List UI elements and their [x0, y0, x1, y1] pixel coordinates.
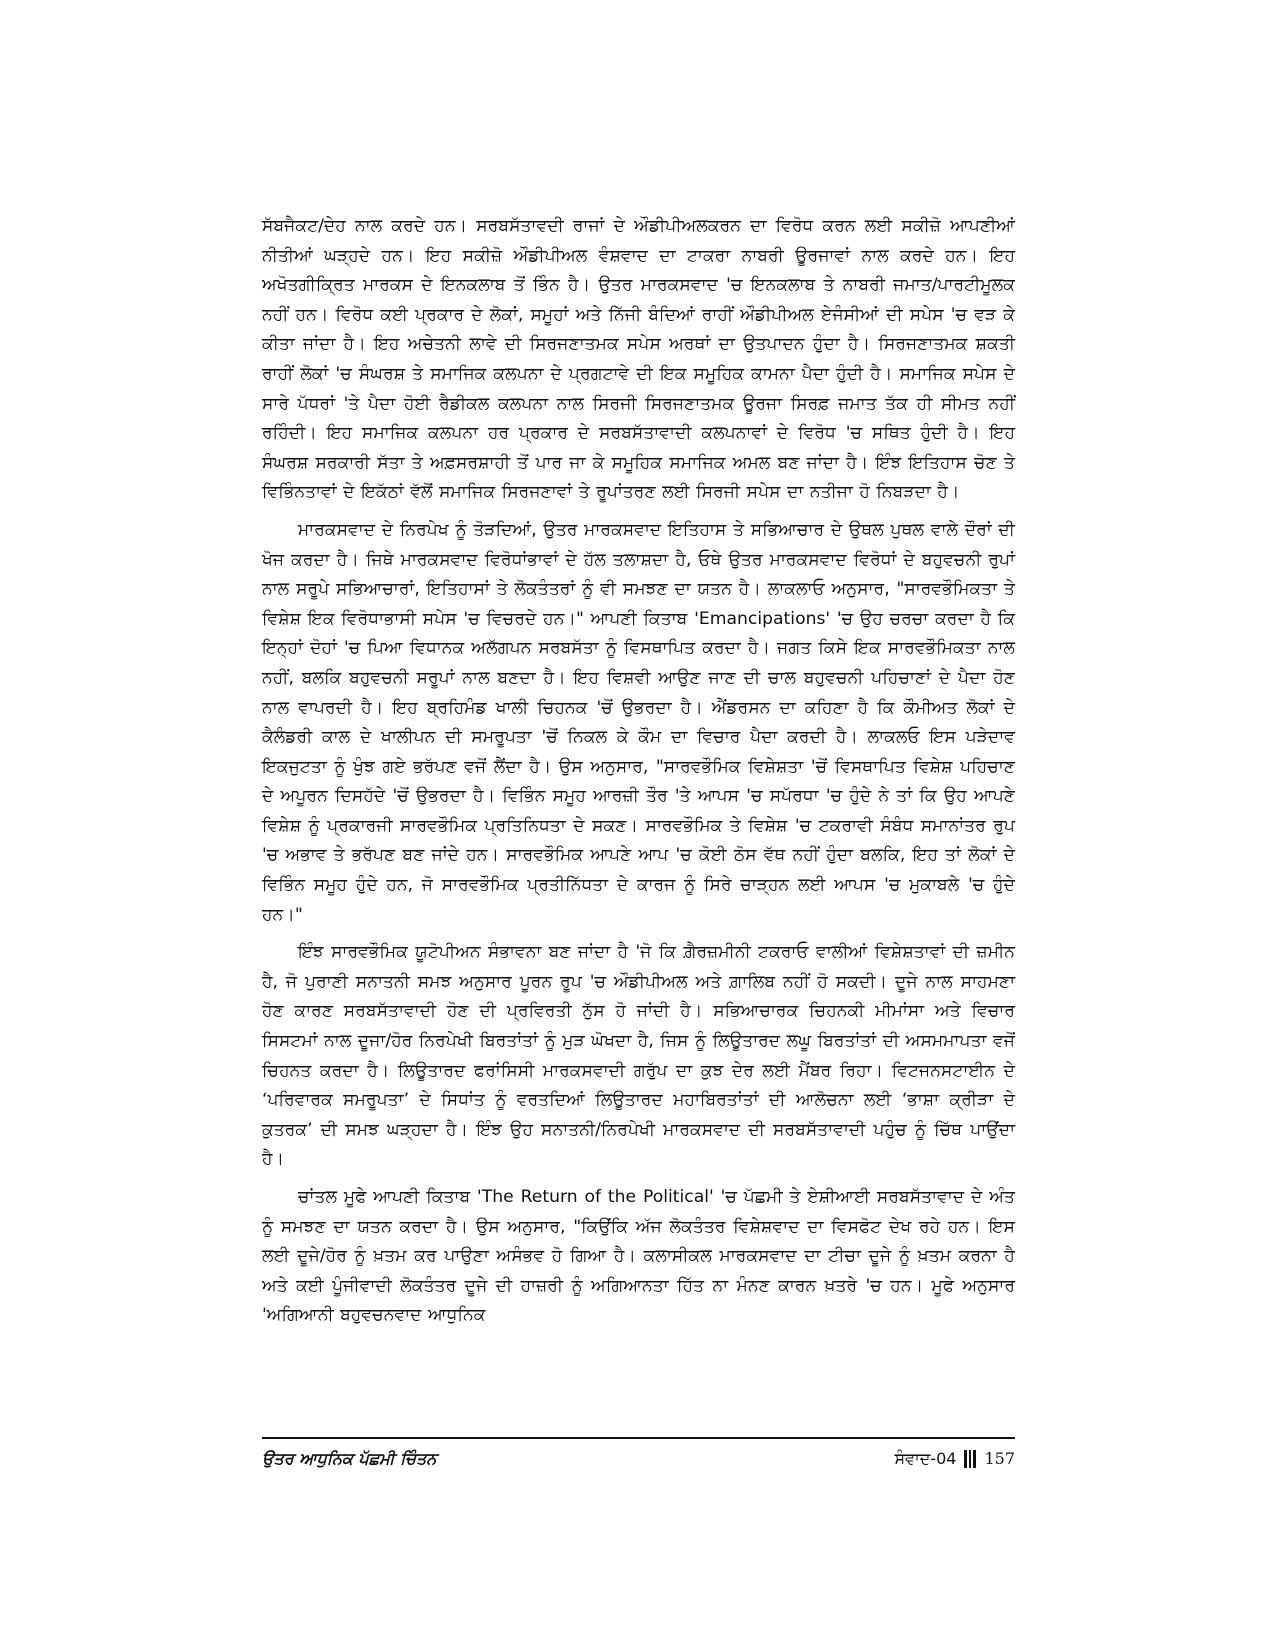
journal-issue: ਸੰਵਾਦ-04: [894, 1449, 957, 1468]
page-footer: [262, 1446, 1015, 1476]
paragraph-2: ਮਾਰਕਸਵਾਦ ਦੇ ਨਿਰਪੇਖ ਨੂੰ ਤੋੜਦਿਆਂ, ਉਤਰ ਮਾਰਕਸਵਾਦ ਇਤਿਹਾਸ ਤੇ ਸਭਿਆਚਾਰ ਦੇ ਉਥਲ ਪੁਥਲ ਵਾਲੇ ਦੌਰਾਂ ਦੀ ਖੋਜ ਕਰਦਾ ਹੈ। ਜਿਥੇ ਮਾਰਕਸਵਾਦ ਵਿਰੋਧਾਂਭਾਵਾਂ ਦੇ ਹੱਲ ਤਲਾਸ਼ਦਾ ਹੈ, ਓਥੇ ਉਤਰ ਮਾਰਕਸਵਾਦ ਵਿਰੋਧਾਂ ਦੇ ਬਹੁਵਚਨੀ ਰੁਪਾਂ ਨਾਲ ਸਰੂਪੇ ਸਭਿਆਚਾਰਾਂ, ਇਤਿਹਾਸਾਂ ਤੇ ਲੋਕਤੰਤਰਾਂ ਨੂੰ ਵੀ ਸਮਝਣ ਦਾ ਯਤਨ ਹੈ। ਲਾਕਲਾਓ ਅਨੁਸਾਰ, "ਸਾਰਵਭੌਮਿਕਤਾ ਤੇ ਵਿਸ਼ੇਸ਼ ਇਕ ਵਿਰੋਧਾਭਾਸੀ ਸਪੇਸ 'ਚ ਵਿਚਰਦੇ ਹਨ।" ਆਪਣੀ ਕਿਤਾਬ 'Emancipations' 'ਚ ਉਹ ਚਰਚਾ ਕਰਦਾ ਹੈ ਕਿ ਇਨ੍ਹਾਂ ਦੋਹਾਂ 'ਚ ਪਿਆ ਵਿਧਾਨਕ ਅਲੱਗਪਨ ਸਰਬਸੱਤਾ ਨੂੰ ਵਿਸਥਾਪਿਤ ਕਰਦਾ ਹੈ। ਜਗਤ ਕਿਸੇ ਇਕ ਸਾਰਵਭੌਮਿਕਤਾ ਨਾਲ ਨਹੀਂ, ਬਲਕਿ ਬਹੁਵਚਨੀ ਸਰੂਪਾਂ ਨਾਲ ਬਣਦਾ ਹੈ। ਇਹ ਵਿਸ਼ਵੀ ਆਉਣ ਜਾਣ ਦੀ ਚਾਲ ਬਹੁਵਚਨੀ ਪਹਿਚਾਣਾਂ ਦੇ ਪੈਦਾ ਹੋਣ ਨਾਲ ਵਾਪਰਦੀ ਹੈ। ਇਹ ਬ੍ਰਹਿਮੰਡ ਖਾਲੀ ਚਿਹਨਕ 'ਚੋਂ ਉਭਰਦਾ ਹੈ। ਐਂਡਰਸਨ ਦਾ ਕਹਿਣਾ ਹੈ ਕਿ ਕੌਮੀਅਤ ਲੋਕਾਂ ਦੇ ਕੈਲੰਡਰੀ ਕਾਲ ਦੇ ਖਾਲੀਪਨ ਦੀ ਸਮਰੂਪਤਾ 'ਚੋਂ ਨਿਕਲ ਕੇ ਕੌਮ ਦਾ ਵਿਚਾਰ ਪੈਦਾ ਕਰਦੀ ਹੈ। ਲਾਕਲਓ ਇਸ ਪੜੇਦਾਵ ਇਕਜੁਟਤਾ ਨੂੰ ਖੁੰਝ ਗਏ ਭਰੱਪਣ ਵਜੋਂ ਲੈਂਦਾ ਹੈ। ਉਸ ਅਨੁਸਾਰ, "ਸਾਰਵਭੌਮਿਕ ਵਿਸ਼ੇਸ਼ਤਾ 'ਚੋਂ ਵਿਸਥਾਪਿਤ ਵਿਸ਼ੇਸ਼ ਪਹਿਚਾਣ ਦੇ ਅਪੂਰਨ ਦਿਸਹੱਦੇ 'ਚੋਂ ਉਭਰਦਾ ਹੈ। ਵਿਭਿੰਨ ਸਮੂਹ ਆਰਜ਼ੀ ਤੌਰ 'ਤੇ ਆਪਸ 'ਚ ਸਪੱਰਧਾ 'ਚ ਹੁੰਦੇ ਨੇ ਤਾਂ ਕਿ ਉਹ ਆਪਣੇ ਵਿਸ਼ੇਸ਼ ਨੂੰ ਪ੍ਰਕਾਰਜੀ ਸਾਰਵਭੌਮਿਕ ਪ੍ਰਤਿਨਿਧਤਾ ਦੇ ਸਕਣ। ਸਾਰਵਭੌਮਿਕ ਤੇ ਵਿਸ਼ੇਸ਼ 'ਚ ਟਕਰਾਵੀ ਸੰਬੰਧ ਸਮਾਨਾਂਤਰ ਰੁਪ 'ਚ ਅਭਾਵ ਤੇ ਭਰੱਪਣ ਬਣ ਜਾਂਦੇ ਹਨ। ਸਾਰਵਭੌਮਿਕ ਆਪਣੇ ਆਪ 'ਚ ਕੋਈ ਠੋਸ ਵੱਥ ਨਹੀਂ ਹੁੰਦਾ ਬਲਕਿ, ਇਹ ਤਾਂ ਲੋਕਾਂ ਦੇ ਵਿਭਿੰਨ ਸਮੂਹ ਹੁੰਦੇ ਹਨ, ਜੋ ਸਾਰਵਭੌਮਿਕ ਪ੍ਰਤੀਨਿੱਧਤਾ ਦੇ ਕਾਰਜ ਨੂੰ ਸਿਰੇ ਚਾੜ੍ਹਨ ਲਈ ਆਪਸ 'ਚ ਮੁਕਾਬਲੇ 'ਚ ਹੁੰਦੇ ਹਨ।": [262, 519, 1015, 925]
paragraph-1: ਸੱਬਜੈਕਟ/ਦੇਹ ਨਾਲ ਕਰਦੇ ਹਨ। ਸਰਬਸੱਤਾਵਦੀ ਰਾਜਾਂ ਦੇ ਔਡੀਪੀਅਲਕਰਨ ਦਾ ਵਿਰੋਧ ਕਰਨ ਲਈ ਸਕੀਜ਼ੋ ਆਪਣੀਆਂ ਨੀਤੀਆਂ ਘੜ੍ਹਦੇ ਹਨ। ਇਹ ਸਕੀਜ਼ੋ ਔਡੀਪੀਅਲ ਵੰਸ਼ਵਾਦ ਦਾ ਟਾਕਰਾ ਨਾਬਰੀ ਊਰਜਾਵਾਂ ਨਾਲ ਕਰਦੇ ਹਨ। ਇਹ ਅਖੋਤਗੀਕ੍ਰਿਤ ਮਾਰਕਸ ਦੇ ਇਨਕਲਾਬ ਤੋਂ ਭਿੰਨ ਹੈ। ਉਤਰ ਮਾਰਕਸਵਾਦ 'ਚ ਇਨਕਲਾਬ ਤੇ ਨਾਬਰੀ ਜਮਾਤ/ਪਾਰਟੀਮੂਲਕ ਨਹੀਂ ਹਨ। ਵਿਰੋਧ ਕਈ ਪ੍ਰਕਾਰ ਦੇ ਲੋਕਾਂ, ਸਮੂਹਾਂ ਅਤੇ ਨਿੱਜੀ ਬੰਦਿਆਂ ਰਾਹੀਂ ਔਡੀਪੀਅਲ ਏਜੰਸੀਆਂ ਦੀ ਸਪੇਸ 'ਚ ਵੜ ਕੇ ਕੀਤਾ ਜਾਂਦਾ ਹੈ। ਇਹ ਅਚੇਤਨੀ ਲਾਵੇ ਦੀ ਸਿਰਜਣਾਤਮਕ ਸਪੇਸ ਅਰਥਾਂ ਦਾ ਉਤਪਾਦਨ ਹੁੰਦਾ ਹੈ। ਸਿਰਜਣਾਤਮਕ ਸ਼ਕਤੀ ਰਾਹੀਂ ਲੋਕਾਂ 'ਚ ਸੰਘਰਸ਼ ਤੇ ਸਮਾਜਿਕ ਕਲਪਨਾ ਦੇ ਪ੍ਰਗਟਾਵੇ ਦੀ ਇਕ ਸਮੂਹਿਕ ਕਾਮਨਾ ਪੈਦਾ ਹੁੰਦੀ ਹੈ। ਸਮਾਜਿਕ ਸਪੇਸ ਦੇ ਸਾਰੇ ਪੱਧਰਾਂ 'ਤੇ ਪੈਦਾ ਹੋਈ ਰੈਡੀਕਲ ਕਲਪਨਾ ਨਾਲ ਸਿਰਜੀ ਸਿਰਜਣਾਤਮਕ ਊਰਜਾ ਸਿਰਫ਼ ਜਮਾਤ ਤੱਕ ਹੀ ਸੀਮਤ ਨਹੀਂ ਰਹਿੰਦੀ। ਇਹ ਸਮਾਜਿਕ ਕਲਪਨਾ ਹਰ ਪ੍ਰਕਾਰ ਦੇ ਸਰਬਸੱਤਾਵਾਦੀ ਕਲਪਨਾਵਾਂ ਦੇ ਵਿਰੋਧ 'ਚ ਸਥਿਤ ਹੁੰਦੀ ਹੈ। ਇਹ ਸੰਘਰਸ਼ ਸਰਕਾਰੀ ਸੱਤਾ ਤੇ ਅਫ਼ਸਰਸ਼ਾਹੀ ਤੋਂ ਪਾਰ ਜਾ ਕੇ ਸਮੂਹਿਕ ਸਮਾਜਿਕ ਅਮਲ ਬਣ ਜਾਂਦਾ ਹੈ। ਇੰਝ ਇਤਿਹਾਸ ਚੋਣ ਤੇ ਵਿਭਿੰਨਤਾਵਾਂ ਦੇ ਇਕੱਠਾਂ ਵੱਲੋਂ ਸਮਾਜਿਕ ਸਿਰਜਣਾਵਾਂ ਤੇ ਰੂਪਾਂਤਰਣ ਲਈ ਸਿਰਜੀ ਸਪੇਸ ਦਾ ਨਤੀਜਾ ਹੋ ਨਿਬੜਦਾ ਹੈ।: [262, 216, 1015, 503]
footer-right-group: [894, 1446, 1015, 1472]
running-title: ਉਤਰ ਆਧੁਨਿਕ ਪੱਛਮੀ ਚਿੰਤਨ: [262, 1449, 437, 1468]
page-body: [262, 212, 1015, 1612]
footer-divider: [262, 1437, 1015, 1439]
paragraph-4: ਚਾਂਤਲ ਮੂਫੇ ਆਪਣੀ ਕਿਤਾਬ 'The Return of the Political' 'ਚ ਪੱਛਮੀ ਤੇ ਏਸ਼ੀਆਈ ਸਰਬਸੱਤਾਵਾਦ ਦੇ ਅੰਤ ਨੂੰ ਸਮਝਣ ਦਾ ਯਤਨ ਕਰਦਾ ਹੈ। ਉਸ ਅਨੁਸਾਰ, "ਕਿਉਂਕਿ ਅੱਜ ਲੋਕਤੰਤਰ ਵਿਸ਼ੇਸ਼ਵਾਦ ਦਾ ਵਿਸਫੋਟ ਦੇਖ ਰਹੇ ਹਨ। ਇਸ ਲਈ ਦੂਜੇ/ਹੋਰ ਨੂੰ ਖ਼ਤਮ ਕਰ ਪਾਉਣਾ ਅਸੰਭਵ ਹੋ ਗਿਆ ਹੈ। ਕਲਾਸੀਕਲ ਮਾਰਕਸਵਾਦ ਦਾ ਟੀਚਾ ਦੂਜੇ ਨੂੰ ਖ਼ਤਮ ਕਰਨਾ ਹੈ ਅਤੇ ਕਈ ਪੂੰਜੀਵਾਦੀ ਲੋਕਤੰਤਰ ਦੂਜੇ ਦੀ ਹਾਜ਼ਰੀ ਨੂੰ ਅਗਿਆਨਤਾ ਹਿੱਤ ਨਾ ਮੰਨਣ ਕਾਰਨ ਖ਼ਤਰੇ 'ਚ ਹਨ। ਮੂਫੇ ਅਨੁਸਾਰ 'ਅਗਿਆਨੀ ਬਹੁਵਚਨਵਾਦ ਆਧੁਨਿਕ: [262, 1187, 1015, 1326]
paragraph-3: ਇੰਝ ਸਾਰਵਭੌਮਿਕ ਯੂਟੋਪੀਅਨ ਸੰਭਾਵਨਾ ਬਣ ਜਾਂਦਾ ਹੈ 'ਜੋ ਕਿ ਗ਼ੈਰਜ਼ਮੀਨੀ ਟਕਰਾਓ ਵਾਲੀਆਂ ਵਿਸ਼ੇਸ਼ਤਾਵਾਂ ਦੀ ਜ਼ਮੀਨ ਹੈ, ਜੋ ਪੁਰਾਣੀ ਸਨਾਤਨੀ ਸਮਝ ਅਨੁਸਾਰ ਪੂਰਨ ਰੂਪ 'ਚ ਔਡੀਪੀਅਲ ਅਤੇ ਗ਼ਾਲਿਬ ਨਹੀਂ ਹੋ ਸਕਦੀ। ਦੂਜੇ ਨਾਲ ਸਾਹਮਣਾ ਹੋਣ ਕਾਰਣ ਸਰਬਸੱਤਾਵਾਦੀ ਹੋਣ ਦੀ ਪ੍ਰਵਿਰਤੀ ਨੁੱਸ ਹੋ ਜਾਂਦੀ ਹੈ। ਸਭਿਆਚਾਰਕ ਚਿਹਨਕੀ ਮੀਮਾਂਸਾ ਅਤੇ ਵਿਚਾਰ ਸਿਸਟਮਾਂ ਨਾਲ ਦੂਜਾ/ਹੋਰ ਨਿਰਪੇਖੀ ਬਿਰਤਾਂਤਾਂ ਨੂੰ ਮੁੜ ਘੋਖਦਾ ਹੈ, ਜਿਸ ਨੂੰ ਲਿਊਤਾਰਦ ਲਘੂ ਬਿਰਤਾਂਤਾਂ ਦੀ ਅਸਮਮਾਪਤਾ ਵਜੋਂ ਚਿਹਨਤ ਕਰਦਾ ਹੈ। ਲਿਊਤਾਰਦ ਫਰਾਂਸਿਸੀ ਮਾਰਕਸਵਾਦੀ ਗਰੁੱਪ ਦਾ ਕੁਝ ਦੇਰ ਲਈ ਮੈਂਬਰ ਰਿਹਾ। ਵਿਟਜਨਸਟਾਈਨ ਦੇ ‘ਪਰਿਵਾਰਕ ਸਮਰੂਪਤਾ’ ਦੇ ਸਿਧਾਂਤ ਨੂੰ ਵਰਤਦਿਆਂ ਲਿਊਤਾਰਦ ਮਹਾਬਿਰਤਾਂਤਾਂ ਦੀ ਆਲੋਚਨਾ ਲਈ ‘ਭਾਸ਼ਾ ਕ੍ਰੀੜਾ ਦੇ ਕੁਤਰਕ’ ਦੀ ਸਮਝ ਘੜ੍ਹਦਾ ਹੈ। ਇੰਝ ਉਹ ਸਨਾਤਨੀ/ਨਿਰਪੇਖੀ ਮਾਰਕਸਵਾਦ ਦੀ ਸਰਬਸੱਤਾਵਾਦੀ ਪਹੁੰਚ ਨੂੰ ਚਿੱਥ ਪਾਉਂਦਾ ਹੈ।: [262, 942, 1015, 1170]
page-number: 157: [984, 1449, 1015, 1468]
triple-bar-icon: [964, 1450, 976, 1468]
